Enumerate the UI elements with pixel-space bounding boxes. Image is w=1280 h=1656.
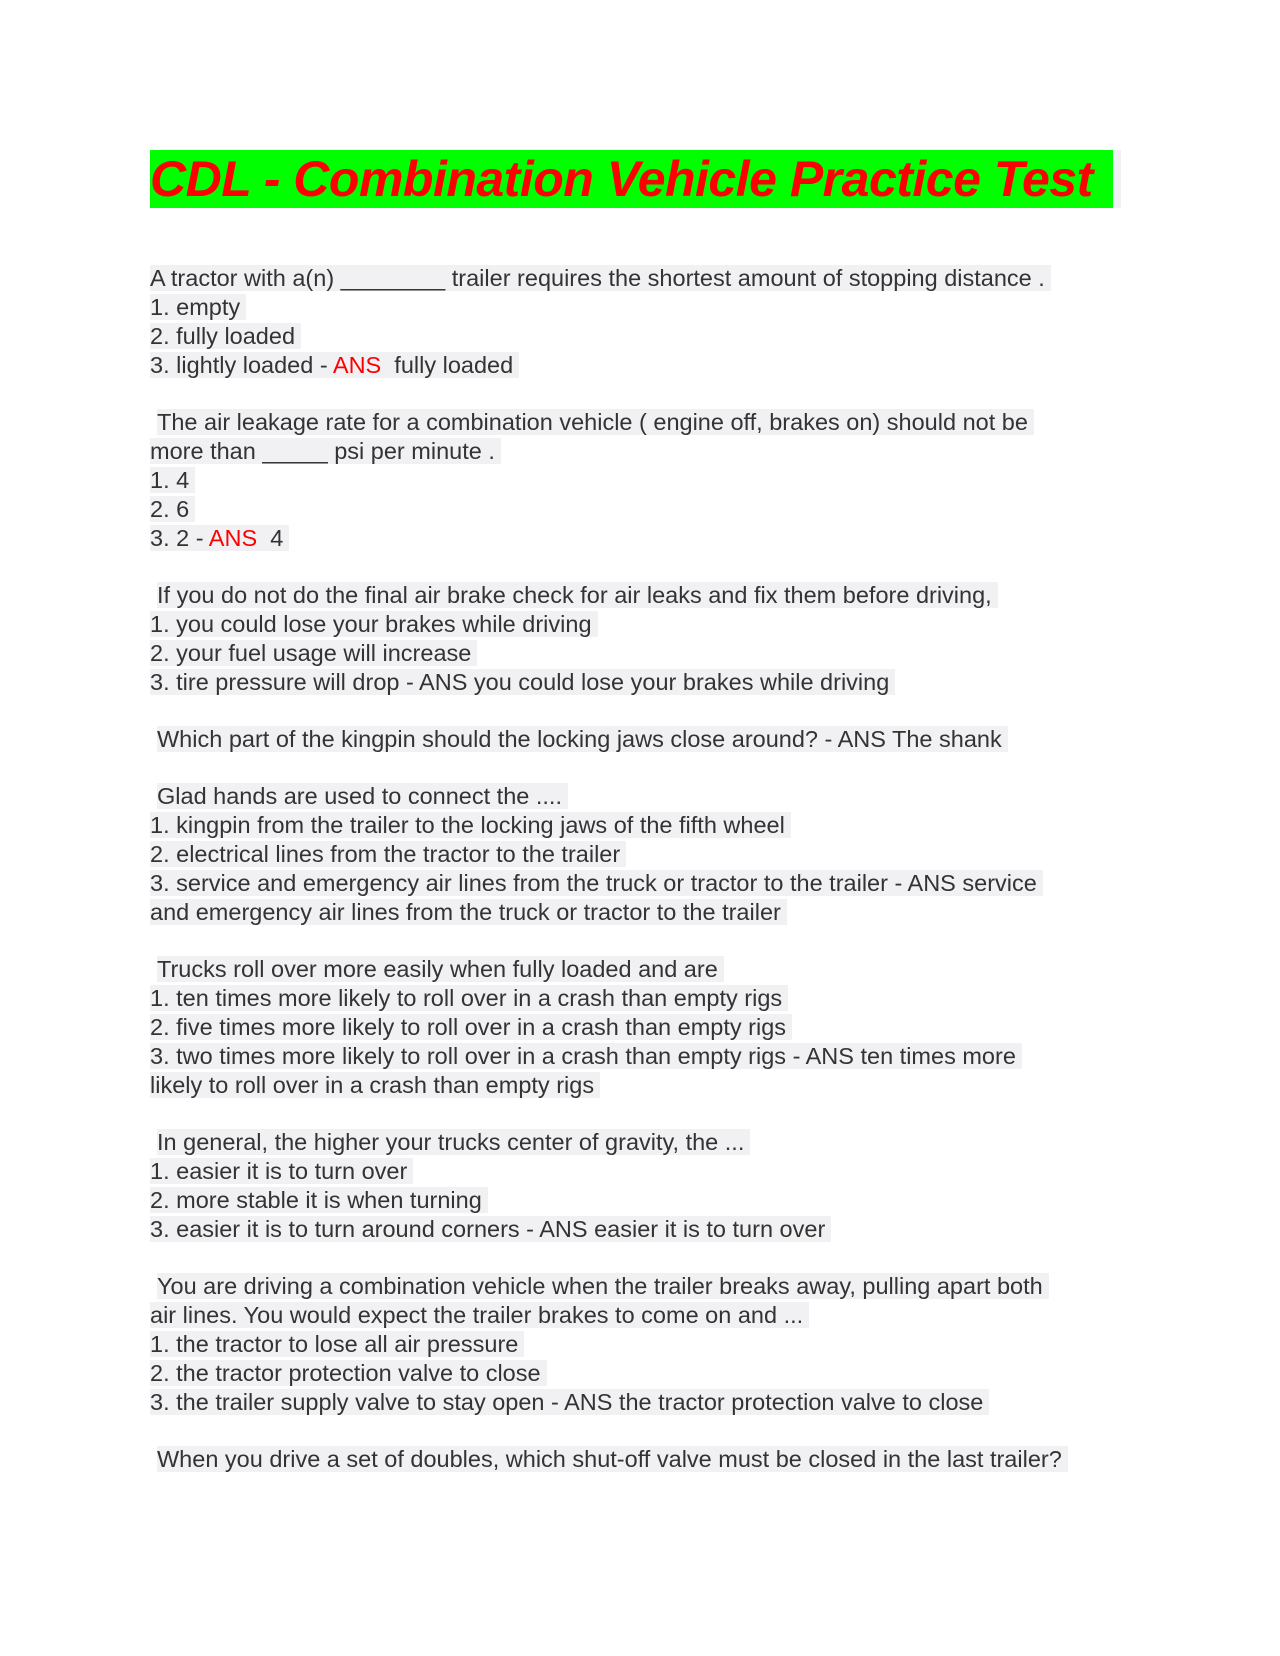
question-text: In general, the higher your trucks center of gravity, the ... [150, 1128, 1130, 1157]
answer-option: 2. 6 [150, 495, 1130, 524]
answer-option: 1. easier it is to turn over [150, 1157, 1130, 1186]
answer-option: 2. five times more likely to roll over in a crash than empty rigs [150, 1013, 1130, 1042]
question-block [150, 1128, 1130, 1244]
answer-continuation: and emergency air lines from the truck or tractor to the trailer [150, 898, 1130, 927]
question-text: Which part of the kingpin should the locking jaws close around? - ANS The shank [150, 725, 1130, 754]
answer-option: 2. fully loaded [150, 322, 1130, 351]
question-block [150, 408, 1130, 553]
question-block [150, 1445, 1130, 1474]
answer-continuation: likely to roll over in a crash than empty rigs [150, 1071, 1130, 1100]
answer-option: 1. ten times more likely to roll over in a crash than empty rigs [150, 984, 1130, 1013]
answer-option: 1. empty [150, 293, 1130, 322]
ans-label: ANS [208, 525, 258, 551]
answer-option-with-answer: 3. easier it is to turn around corners - ANS easier it is to turn over [150, 1215, 1130, 1244]
answer-text: 4 [270, 525, 284, 551]
answer-text: fully loaded [394, 352, 514, 378]
question-text: Glad hands are used to connect the .... [150, 782, 1130, 811]
answer-option-with-answer: 3. the trailer supply valve to stay open - ANS the tractor protection valve to close [150, 1388, 1130, 1417]
answer-option: 2. your fuel usage will increase [150, 639, 1130, 668]
question-block [150, 581, 1130, 697]
answer-option: 1. you could lose your brakes while driving [150, 610, 1130, 639]
answer-option: 2. more stable it is when turning [150, 1186, 1130, 1215]
answer-option-with-answer: 3. two times more likely to roll over in a crash than empty rigs - ANS ten times more [150, 1042, 1130, 1071]
answer-option: 2. electrical lines from the tractor to the trailer [150, 840, 1130, 869]
answer-option-with-answer: 3. service and emergency air lines from the truck or tractor to the trailer - ANS service [150, 869, 1130, 898]
answer-option-with-answer: 3. 2 - ANS 4 [150, 524, 1130, 553]
question-text: You are driving a combination vehicle when the trailer breaks away, pulling apart both [150, 1272, 1130, 1301]
answer-option: 2. the tractor protection valve to close [150, 1359, 1130, 1388]
answer-option: 1. kingpin from the trailer to the locking jaws of the fifth wheel [150, 811, 1130, 840]
answer-option: 1. 4 [150, 466, 1130, 495]
answer-option: 1. the tractor to lose all air pressure [150, 1330, 1130, 1359]
question-text: If you do not do the final air brake check for air leaks and fix them before driving, [150, 581, 1130, 610]
question-block [150, 1272, 1130, 1417]
question-text: When you drive a set of doubles, which shut-off valve must be closed in the last trailer? [150, 1445, 1130, 1474]
question-text: A tractor with a(n) ________ trailer requires the shortest amount of stopping distance . [150, 264, 1130, 293]
question-block [150, 955, 1130, 1100]
question-text: Trucks roll over more easily when fully loaded and are [150, 955, 1130, 984]
question-list [150, 264, 1130, 1502]
question-text: more than _____ psi per minute . [150, 437, 1130, 466]
question-block [150, 725, 1130, 754]
question-block [150, 264, 1130, 380]
answer-option-with-answer: 3. tire pressure will drop - ANS you could lose your brakes while driving [150, 668, 1130, 697]
document-title: CDL - Combination Vehicle Practice Test [150, 150, 1113, 208]
question-text: The air leakage rate for a combination vehicle ( engine off, brakes on) should not be [150, 408, 1130, 437]
question-block [150, 782, 1130, 927]
ans-label: ANS [332, 352, 382, 378]
answer-option-with-answer: 3. lightly loaded - ANS fully loaded [150, 351, 1130, 380]
question-text: air lines. You would expect the trailer brakes to come on and ... [150, 1301, 1130, 1330]
